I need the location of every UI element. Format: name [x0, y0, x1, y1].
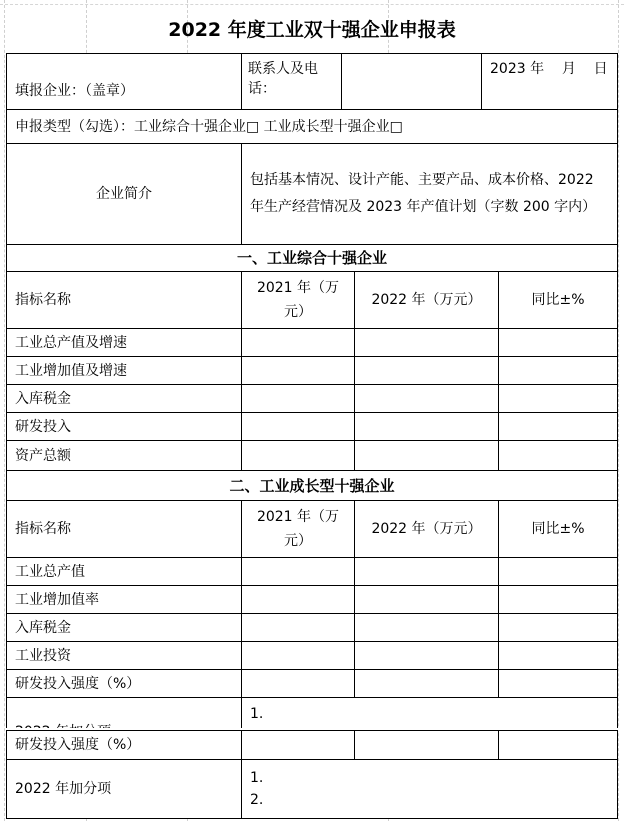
s2-cell-2021[interactable] — [241, 557, 355, 586]
s2-cell-2022[interactable] — [354, 641, 499, 670]
s1-col-2021: 2021 年（万元） — [241, 271, 355, 329]
s1-cell-2021[interactable] — [241, 384, 355, 413]
s1-cell-yoy[interactable] — [498, 384, 618, 413]
intro-description[interactable]: 包括基本情况、设计产能、主要产品、成本价格、2022 年生产经营情况及 2023 年产值计划（字数 200 字内） — [241, 143, 618, 245]
s2-col-2021: 2021 年（万元） — [241, 500, 355, 558]
s2-row-label: 工业总产值 — [6, 557, 242, 586]
bonus-label: 2022 年加分项 — [6, 759, 242, 819]
s1-row-label: 工业总产值及增速 — [6, 328, 242, 357]
s1-col-2022: 2022 年（万元） — [354, 271, 499, 329]
s2-col-2022: 2022 年（万元） — [354, 500, 499, 558]
bonus-item-2: 2. — [250, 792, 264, 808]
s2-cell-2022[interactable] — [354, 557, 499, 586]
intro-label: 企业简介 — [6, 143, 242, 245]
s1-cell-yoy[interactable] — [498, 440, 618, 471]
s2-cell-yoy[interactable] — [498, 641, 618, 670]
s1-cell-yoy[interactable] — [498, 412, 618, 441]
partial-bonus-item: 1. — [250, 706, 264, 722]
s1-row-label: 研发投入 — [6, 412, 242, 441]
s2-row-label: 工业投资 — [6, 641, 242, 670]
partial-bonus-label — [6, 697, 242, 729]
s2-cell-2022[interactable] — [354, 585, 499, 614]
s1-cell-2021[interactable] — [241, 356, 355, 385]
grid-line — [618, 0, 619, 821]
s1-cell-yoy[interactable] — [498, 356, 618, 385]
s2-cell-2022[interactable] — [354, 730, 499, 760]
s2-cell-2021[interactable] — [241, 585, 355, 614]
s1-cell-2022[interactable] — [354, 412, 499, 441]
s1-row-label: 入库税金 — [6, 384, 242, 413]
section2-heading: 二、工业成长型十强企业 — [6, 470, 618, 501]
s1-cell-2022[interactable] — [354, 384, 499, 413]
s2-row-label-repeat: 研发投入强度（%） — [6, 730, 242, 760]
s2-col-indicator: 指标名称 — [6, 500, 242, 558]
bonus-items[interactable] — [241, 759, 618, 819]
company-label: 填报企业：（盖章） — [6, 53, 242, 110]
contact-label: 联系人及电话： — [241, 53, 342, 110]
s2-col-yoy: 同比±% — [498, 500, 618, 558]
s2-cell-2021[interactable] — [241, 730, 355, 760]
s1-cell-yoy[interactable] — [498, 328, 618, 357]
s2-row-label: 入库税金 — [6, 613, 242, 642]
s2-row-label: 工业增加值率 — [6, 585, 242, 614]
date-field[interactable]: 2023 年 月 日 — [481, 53, 618, 110]
application-type[interactable]: 申报类型（勾选）：工业综合十强企业□ 工业成长型十强企业□ — [6, 109, 618, 144]
s1-cell-2022[interactable] — [354, 328, 499, 357]
s2-cell-yoy[interactable] — [498, 585, 618, 614]
s2-row-label: 研发投入强度（%） — [6, 669, 242, 698]
s1-col-indicator: 指标名称 — [6, 271, 242, 329]
s2-cell-yoy[interactable] — [498, 613, 618, 642]
s2-cell-2022[interactable] — [354, 669, 499, 698]
form-title: 2022 年度工业双十强企业申报表 — [168, 19, 456, 41]
grid-line — [4, 0, 5, 821]
s1-cell-2022[interactable] — [354, 440, 499, 471]
s1-cell-2021[interactable] — [241, 440, 355, 471]
s2-cell-2021[interactable] — [241, 613, 355, 642]
s1-row-label: 资产总额 — [6, 440, 242, 471]
s2-cell-2021[interactable] — [241, 641, 355, 670]
s2-cell-2022[interactable] — [354, 613, 499, 642]
s2-cell-2021[interactable] — [241, 669, 355, 698]
partial-bonus-items[interactable] — [241, 697, 618, 729]
s2-cell-yoy[interactable] — [498, 557, 618, 586]
s1-cell-2021[interactable] — [241, 412, 355, 441]
bonus-item-1: 1. — [250, 770, 264, 786]
grid-line — [0, 4, 624, 5]
section1-heading: 一、工业综合十强企业 — [6, 244, 618, 272]
s1-cell-2022[interactable] — [354, 356, 499, 385]
s2-cell-yoy[interactable] — [498, 730, 618, 760]
s2-cell-yoy[interactable] — [498, 669, 618, 698]
s1-cell-2021[interactable] — [241, 328, 355, 357]
s1-col-yoy: 同比±% — [498, 271, 618, 329]
s1-row-label: 工业增加值及增速 — [6, 356, 242, 385]
contact-value[interactable] — [341, 53, 482, 110]
